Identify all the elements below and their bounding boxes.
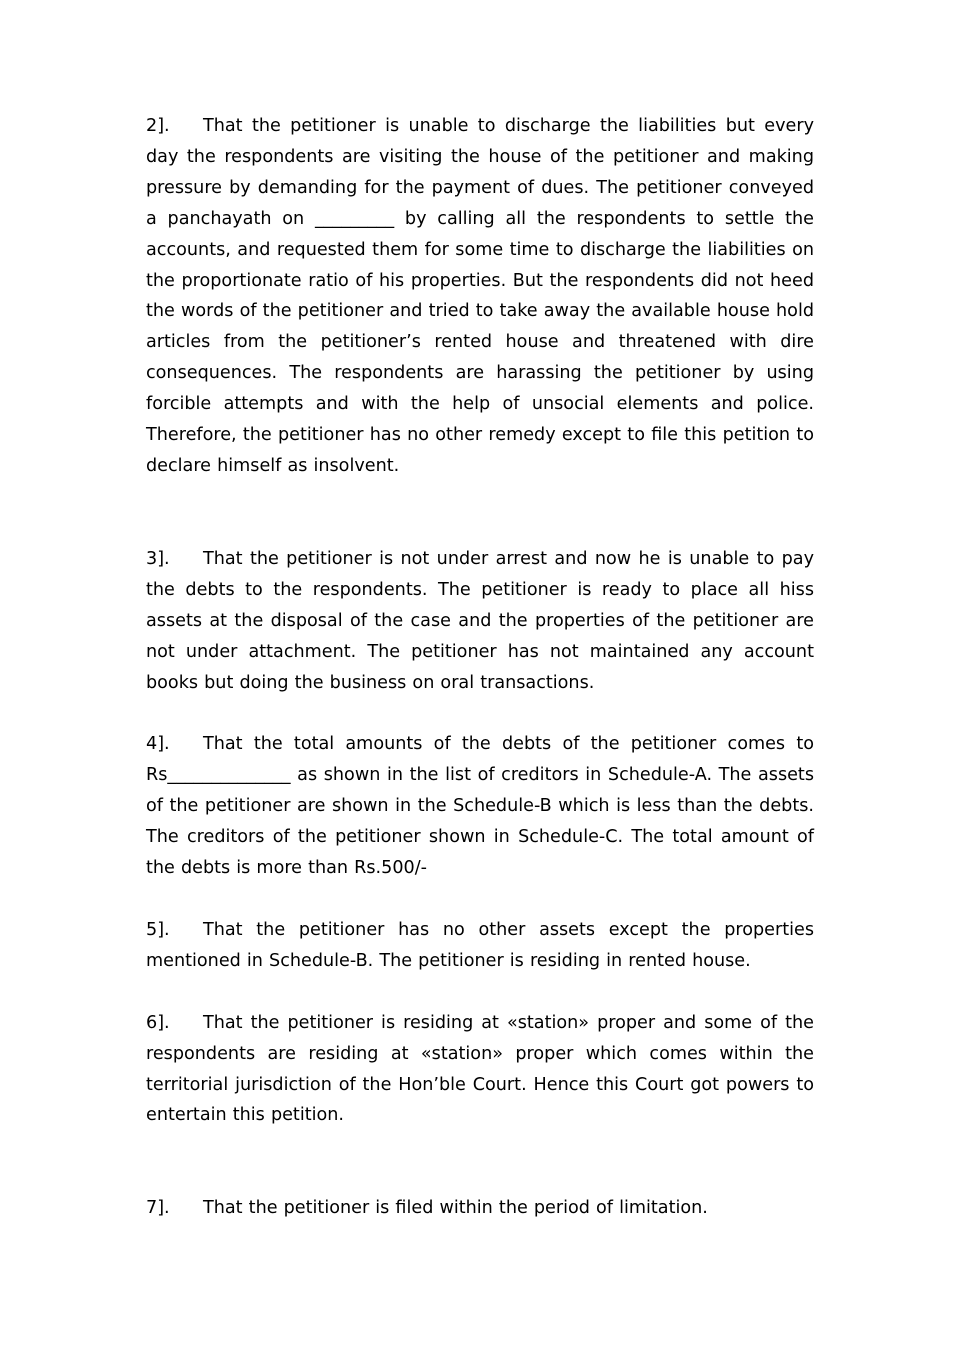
paragraph-text: That the petitioner is unable to discharge the liabilities but every day the respondents are visiting the house of the petitioner and making pressure by demanding for the payment of dues. The petitioner conveyed a panchayath on _________ by calling all the respondents to settle the accounts, and requested them for some time to discharge the liabilities on the proportionate ratio of his properties. But the respondents did not heed the words of the petitioner and tried to take away the available house hold articles from the petitioner’s rented house and threatened with dire consequences. The respondents are harassing the petitioner by using forcible attempts and with the help of unsocial elements and police. Therefore, the petitioner has no other remedy except to file this petition to declare himself as insolvent. <box>146 116 814 476</box>
paragraph-text: That the petitioner is filed within the period of limitation. <box>203 1198 708 1219</box>
paragraph-3 <box>146 544 814 699</box>
paragraph-text: That the petitioner is not under arrest and now he is unable to pay the debts to the respondents. The petitioner is ready to place all hiss assets at the disposal of the case and the properties of the petitioner are not under attachment. The petitioner has not maintained any account books but doing the business on oral transactions. <box>146 548 814 693</box>
paragraph-text: That the petitioner is residing at «station» proper and some of the respondents are residing at «station» proper which comes within the territorial jurisdiction of the Hon’ble Court. Hence this Court got powers to entertain this petition. <box>146 1012 814 1126</box>
paragraph-5 <box>146 915 814 977</box>
paragraph-number: 6]. <box>146 1012 170 1033</box>
paragraph-number: 4]. <box>146 734 170 755</box>
paragraph-number: 3]. <box>146 548 170 569</box>
document-page <box>146 111 814 1224</box>
paragraph-text: That the petitioner has no other assets except the properties mentioned in Schedule-B. The petitioner is residing in rented house. <box>146 919 814 971</box>
paragraph-number: 7]. <box>146 1198 170 1219</box>
paragraph-number: 2]. <box>146 116 170 136</box>
paragraph-number: 5]. <box>146 919 170 940</box>
paragraph-4 <box>146 729 814 884</box>
paragraph-text: That the total amounts of the debts of the petitioner comes to Rs______________ as shown in the list of creditors in Schedule-A. The assets of the petitioner are shown in the Schedule-B which is less than the debts. The creditors of the petitioner shown in Schedule-C. The total amount of the debts is more than Rs.500/- <box>146 734 814 879</box>
paragraph-2 <box>146 111 814 482</box>
paragraph-7 <box>146 1193 814 1224</box>
paragraph-6 <box>146 1008 814 1132</box>
